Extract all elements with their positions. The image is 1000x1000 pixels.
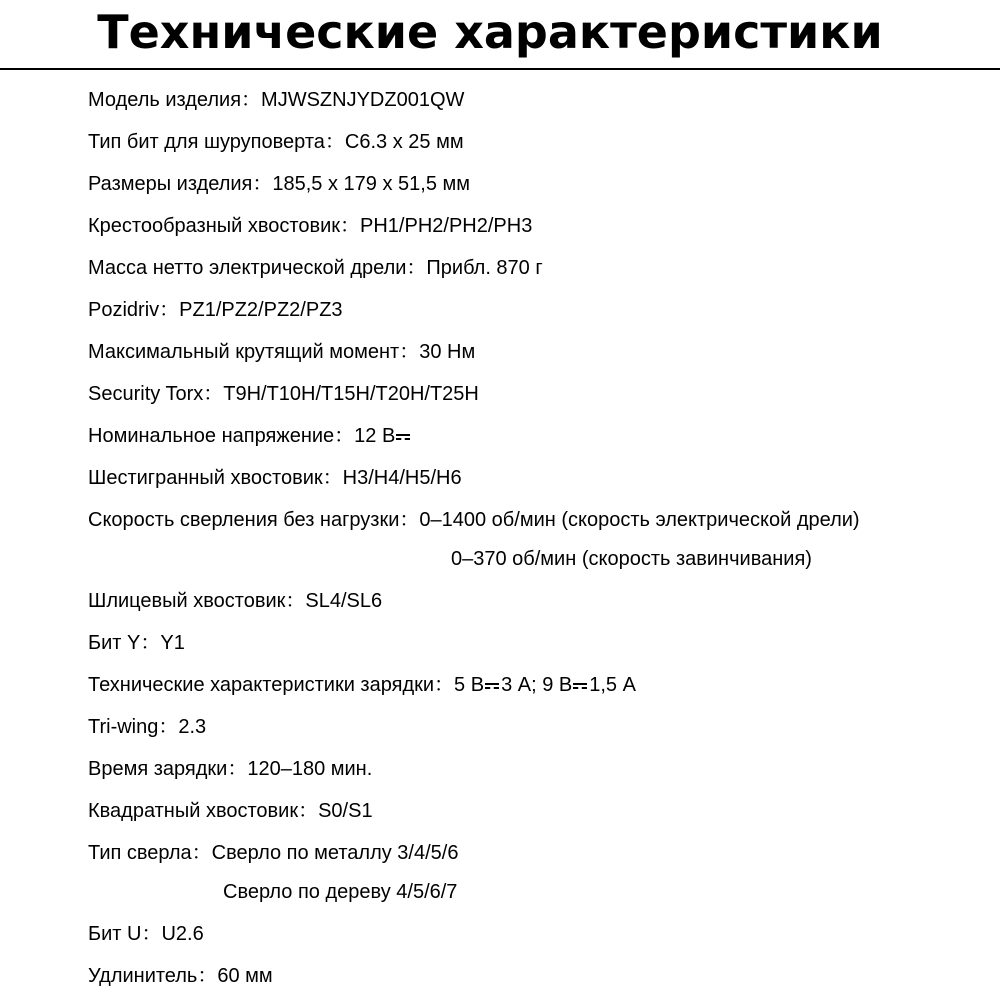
spec-separator: ： — [324, 131, 345, 153]
spec-value-part: 1,5 А — [589, 674, 636, 696]
spec-row-model — [88, 79, 988, 121]
spec-row-pozidriv — [88, 289, 988, 331]
spec-separator: ： — [158, 716, 179, 738]
spec-value: Y1 — [160, 632, 185, 654]
spec-row-charging — [88, 664, 988, 706]
specs-list — [88, 79, 988, 997]
spec-separator: ： — [141, 923, 162, 945]
spec-value: 30 Нм — [419, 341, 476, 363]
spec-value-part: 3 А; 9 В — [501, 674, 573, 696]
spec-separator: ： — [140, 632, 161, 654]
spec-row-torque — [88, 331, 988, 373]
spec-value: PH1/PH2/PH2/PH3 — [360, 215, 533, 237]
spec-value: 185,5 x 179 x 51,5 мм — [272, 173, 471, 195]
spec-value: MJWSZNJYDZ001QW — [261, 89, 465, 111]
spec-separator: ： — [227, 758, 248, 780]
spec-value: U2.6 — [161, 923, 204, 945]
spec-value-continuation: 0–370 об/мин (скорость завинчивания) — [451, 548, 812, 570]
spec-row-phillips — [88, 205, 988, 247]
spec-row-bit-u — [88, 913, 988, 955]
spec-separator: ： — [197, 965, 218, 987]
spec-value-part: 5 В — [454, 674, 485, 696]
spec-label: Технические характеристики зарядки — [88, 674, 435, 696]
spec-label: Модель изделия — [88, 89, 242, 111]
spec-row-slotted — [88, 580, 988, 622]
spec-separator: ： — [203, 383, 224, 405]
spec-separator: ： — [434, 674, 455, 696]
spec-label: Шлицевый хвостовик — [88, 590, 286, 612]
spec-separator: ： — [322, 467, 343, 489]
spec-row-bit-type — [88, 121, 988, 163]
spec-separator: ： — [298, 800, 319, 822]
spec-row-tri-wing — [88, 706, 988, 748]
spec-value: S0/S1 — [318, 800, 373, 822]
spec-label: Скорость сверления без нагрузки — [88, 509, 400, 531]
spec-label: Номинальное напряжение — [88, 425, 335, 447]
spec-value: 2.3 — [178, 716, 207, 738]
spec-separator: ： — [406, 257, 427, 279]
spec-value: H3/H4/H5/H6 — [342, 467, 462, 489]
spec-separator: ： — [252, 173, 273, 195]
spec-value: T9H/T10H/T15H/T20H/T25H — [223, 383, 479, 405]
spec-row-drill-type — [88, 832, 988, 874]
spec-label: Шестигранный хвостовик — [88, 467, 323, 489]
spec-separator: ： — [241, 89, 262, 111]
spec-label: Тип бит для шуруповерта — [88, 131, 325, 153]
spec-row-extension — [88, 955, 988, 997]
spec-separator: ： — [340, 215, 361, 237]
spec-label: Максимальный крутящий момент — [88, 341, 400, 363]
spec-label: Тип сверла — [88, 842, 192, 864]
spec-row-drill-type-continuation — [88, 871, 988, 913]
spec-value: Сверло по металлу 3/4/5/6 — [211, 842, 459, 864]
spec-row-dimensions — [88, 163, 988, 205]
spec-row-charge-time — [88, 748, 988, 790]
page-title: Технические характеристики — [97, 5, 883, 59]
spec-row-square — [88, 790, 988, 832]
spec-value-continuation: Сверло по дереву 4/5/6/7 — [223, 881, 458, 903]
spec-label: Квадратный хвостовик — [88, 800, 299, 822]
spec-label: Бит Y — [88, 632, 141, 654]
spec-value: SL4/SL6 — [305, 590, 383, 612]
dc-symbol-icon — [573, 681, 587, 691]
spec-label: Pozidriv — [88, 299, 160, 321]
spec-value: 60 мм — [217, 965, 273, 987]
spec-row-weight — [88, 247, 988, 289]
spec-row-security-torx — [88, 373, 988, 415]
spec-label: Крестообразный хвостовик — [88, 215, 341, 237]
spec-label: Масса нетто электрической дрели — [88, 257, 407, 279]
spec-value: C6.3 x 25 мм — [344, 131, 464, 153]
spec-label: Размеры изделия — [88, 173, 253, 195]
spec-separator: ： — [191, 842, 212, 864]
spec-separator: ： — [159, 299, 180, 321]
title-divider — [0, 68, 1000, 70]
dc-symbol-icon — [396, 432, 410, 442]
dc-symbol-icon — [485, 681, 499, 691]
spec-row-voltage — [88, 415, 988, 457]
spec-separator: ： — [399, 341, 420, 363]
spec-row-bit-y — [88, 622, 988, 664]
spec-value: 12 В — [354, 425, 396, 447]
spec-value: 120–180 мин. — [247, 758, 373, 780]
spec-separator: ： — [285, 590, 306, 612]
spec-row-speed-continuation — [88, 538, 988, 580]
spec-value: Прибл. 870 г — [426, 257, 543, 279]
spec-value: PZ1/PZ2/PZ2/PZ3 — [179, 299, 343, 321]
spec-separator: ： — [334, 425, 355, 447]
spec-row-speed — [88, 499, 988, 541]
spec-label: Время зарядки — [88, 758, 228, 780]
spec-label: Бит U — [88, 923, 142, 945]
spec-label: Удлинитель — [88, 965, 198, 987]
spec-label: Tri-wing — [88, 716, 159, 738]
spec-row-hex — [88, 457, 988, 499]
spec-separator: ： — [399, 509, 420, 531]
spec-label: Security Torx — [88, 383, 204, 405]
spec-value: 0–1400 об/мин (скорость электрической дрели) — [419, 509, 860, 531]
